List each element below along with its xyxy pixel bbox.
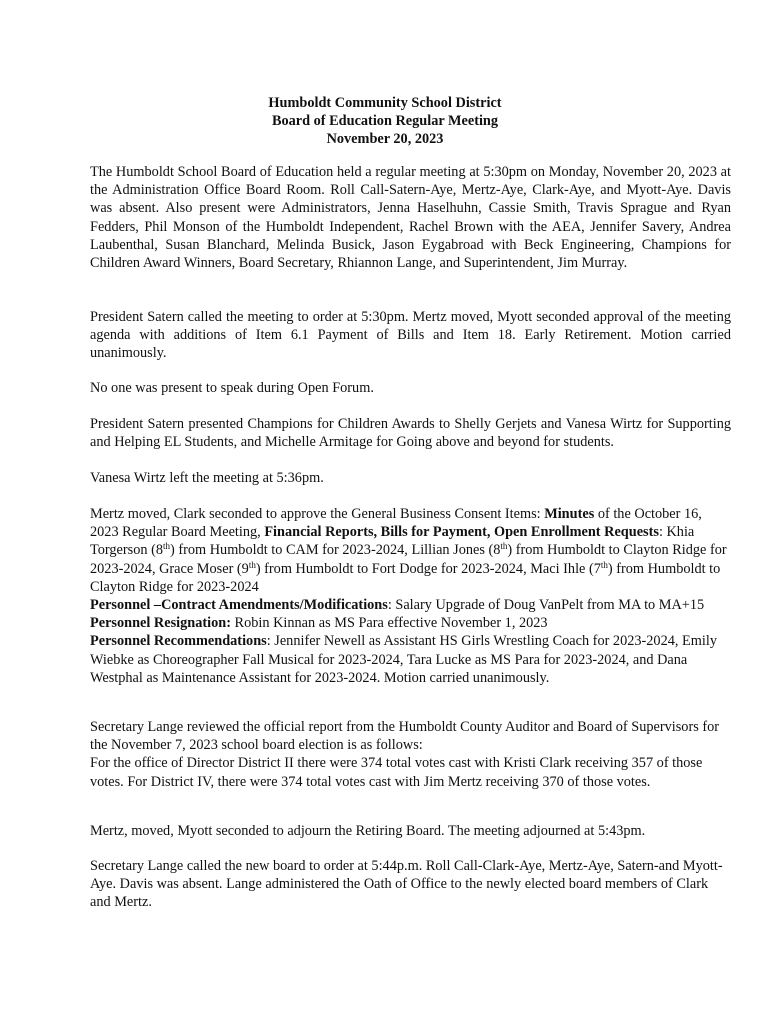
ordinal-suffix: th bbox=[163, 541, 171, 552]
open-enrollment-text: ) from Humboldt to Clayton Ridge for 2023-2024 bbox=[90, 560, 721, 595]
minutes-text: of the October 16, 2023 Regular Board Meeting, bbox=[90, 506, 702, 541]
awards-paragraph: President Satern presented Champions for Children Awards to Shelly Gerjets and Vanesa Wirtz for Supporting and Helping EL Students, and Michelle Armitage for Going above and beyond for students. bbox=[90, 416, 731, 451]
ordinal-suffix: th bbox=[248, 559, 256, 570]
open-enrollment-text: : Khia Torgerson (8 bbox=[90, 524, 695, 559]
call-to-order-paragraph: President Satern called the meeting to order at 5:30pm. Mertz moved, Myott seconded approval of the meeting agenda with additions of Item 6.1 Payment of Bills and Item 18. Early Retirement. Motion carried unanimously. bbox=[90, 309, 731, 362]
consent-intro: Mertz moved, Clark seconded to approve the General Business Consent Items: bbox=[90, 506, 545, 522]
attendance-paragraph: The Humboldt School Board of Education held a regular meeting at 5:30pm on Monday, November 20, 2023 at the Administration Office Board Room. Roll Call-Satern-Aye, Mertz-Aye, Clark-Aye, and Myott-Aye. Davis was absent. Also present were Administrators, Jenna Haselhuhn, Cassie Smith, Travis Sprague and Ryan Fedders, Phil Monson of the Humboldt Independent, Rachel Brown with the AEA, Jennifer Savery, Andrea Laubenthal, Susan Blanchard, Melinda Busick, Jason Eygabroad with Beck Engineering, Champions for Children Award Winners, Board Secretary, Rhiannon Lange, and Superintendent, Jim Murray. bbox=[90, 164, 731, 272]
resignation-label: Personnel Resignation: bbox=[90, 615, 231, 632]
financial-label: Financial Reports, Bills for Payment, Open Enrollment Requests bbox=[264, 524, 659, 541]
resignation-text: Robin Kinnan as MS Para effective November 1, 2023 bbox=[230, 615, 548, 632]
open-enrollment-text: ) from Humboldt to Clayton Ridge for 2023-2024, Grace Moser (9 bbox=[90, 542, 727, 577]
election-results: For the office of Director District II there were 374 total votes cast with Kristi Clark receiving 357 of those votes. For District IV, there were 374 total votes cast with Jim Mertz receiving 370 of those votes. bbox=[90, 755, 703, 790]
contract-text: : Salary Upgrade of Doug VanPelt from MA to MA+15 bbox=[387, 597, 705, 614]
minutes-label: Minutes bbox=[544, 506, 595, 522]
new-board-paragraph: Secretary Lange called the new board to order at 5:44p.m. Roll Call-Clark-Aye, Mertz-Aye, Satern-and Myott-Aye. Davis was absent. Lange administered the Oath of Office to the newly elected board members of Clark and Mertz. bbox=[90, 858, 723, 911]
departure-paragraph: Vanesa Wirtz left the meeting at 5:36pm. bbox=[90, 470, 324, 486]
recommendations-text: : Jennifer Newell as Assistant HS Girls Wrestling Coach for 2023-2024, Emily Wiebke as Choreographer Fall Musical for 2023-2024, Tara Lucke as MS Para for 2023-2024, and Dana Westphal as Maintenance Assistant for 2023-2024. Motion carried unanimously. bbox=[90, 633, 717, 686]
meeting-title: Board of Education Regular Meeting bbox=[271, 113, 499, 129]
open-enrollment-text: ) from Humboldt to CAM for 2023-2024, Lillian Jones (8 bbox=[170, 542, 501, 559]
recommendations-label: Personnel Recommendations bbox=[90, 633, 267, 650]
election-report-paragraph bbox=[90, 718, 731, 791]
district-title: Humboldt Community School District bbox=[268, 95, 502, 111]
contract-label: Personnel –Contract Amendments/Modifications bbox=[90, 597, 388, 614]
adjourn-paragraph: Mertz, moved, Myott seconded to adjourn the Retiring Board. The meeting adjourned at 5:43pm. bbox=[90, 823, 646, 839]
election-intro: Secretary Lange reviewed the official report from the Humboldt County Auditor and Board of Supervisors for the November 7, 2023 school board election is as follows: bbox=[90, 719, 720, 754]
open-forum-paragraph: No one was present to speak during Open Forum. bbox=[90, 380, 374, 396]
consent-items-paragraph bbox=[90, 505, 731, 687]
meeting-date: November 20, 2023 bbox=[326, 131, 444, 147]
ordinal-suffix: th bbox=[600, 559, 608, 570]
open-enrollment-text: ) from Humboldt to Fort Dodge for 2023-2024, Maci Ihle (7 bbox=[255, 560, 601, 577]
ordinal-suffix: th bbox=[500, 541, 508, 552]
